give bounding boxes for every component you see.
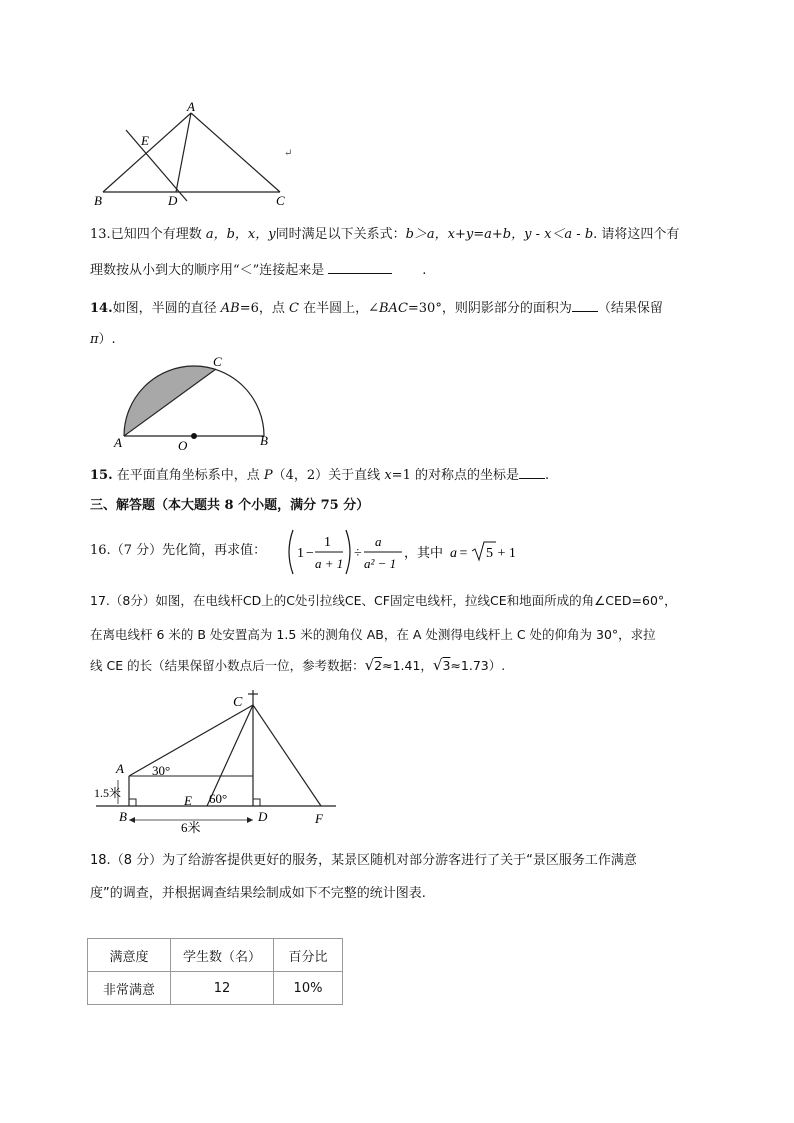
q18-line2 bbox=[90, 885, 426, 903]
q14-text3: 在半圆上，∠ bbox=[298, 301, 379, 316]
formula-equals: = bbox=[456, 546, 471, 561]
angle-30: 30° bbox=[152, 763, 171, 778]
label-c: C bbox=[276, 193, 285, 208]
sight-line-ac bbox=[129, 705, 253, 776]
side-ac bbox=[191, 113, 280, 192]
right-angle-d bbox=[253, 799, 260, 806]
right-paren bbox=[346, 530, 350, 574]
q13-period: . bbox=[422, 263, 427, 278]
q14-line1 bbox=[90, 299, 663, 318]
q17-text1: （8分）如图，在电线杆CD上的C处引拉线CE、CF固定电线杆，拉线CE和地面所成的角∠CED=60°， bbox=[109, 593, 677, 608]
label-b: B bbox=[94, 193, 102, 208]
height-label: 1.5米 bbox=[94, 786, 122, 800]
q14-line2 bbox=[90, 331, 116, 349]
fraction-numerator: 1 bbox=[324, 535, 331, 550]
semicircle-figure bbox=[108, 356, 278, 456]
answer-blank[interactable] bbox=[519, 466, 545, 479]
q13-question: 理数按从小到大的顺序用“＜”连接起来是 bbox=[90, 263, 325, 278]
sqrt-icon: √ bbox=[432, 656, 443, 674]
triangle-figure bbox=[90, 98, 310, 210]
q18-text2: 度”的调查，并根据调查结果绘制成如下不完整的统计图表. bbox=[90, 886, 426, 901]
answer-blank[interactable] bbox=[572, 299, 598, 312]
q14-text2: =6，点 bbox=[239, 301, 290, 316]
q15-period: . bbox=[544, 468, 550, 483]
label-b: B bbox=[119, 809, 127, 824]
q14-text6: ）. bbox=[98, 332, 116, 347]
distance-label: 6米 bbox=[181, 820, 201, 835]
q14-pi: π bbox=[90, 332, 99, 347]
q17-text5: ≈1.73）. bbox=[450, 658, 506, 673]
label-c: C bbox=[233, 695, 243, 710]
q18-number: 18. bbox=[90, 853, 111, 868]
q14-text: 如图，半圆的直径 bbox=[112, 301, 221, 316]
perpendicular-bisector-line bbox=[126, 130, 187, 201]
center-point-o bbox=[191, 433, 197, 439]
q17-text2: 在离电线杆 6 米的 B 处安置高为 1.5 米的测角仪 AB，在 A 处测得电线杆上 C 处的仰角为 30°，求拉 bbox=[90, 627, 656, 642]
q13-line1 bbox=[90, 226, 679, 244]
q13-text2: 同时满足以下关系式： bbox=[275, 227, 406, 242]
label-a: A bbox=[114, 435, 122, 450]
header-cell: 满意度 bbox=[88, 939, 171, 972]
angle-60: 60° bbox=[209, 791, 228, 806]
label-c: C bbox=[213, 356, 222, 369]
q13-line2 bbox=[90, 261, 426, 280]
header-cell: 学生数（名） bbox=[171, 939, 274, 972]
q18-text1: （8 分）为了给游客提供更好的服务，某景区随机对部分游客进行了关于“景区服务工作满意 bbox=[110, 853, 637, 868]
label-d: D bbox=[258, 809, 268, 824]
q15-text: 在平面直角坐标系中，点 bbox=[112, 468, 264, 483]
label-b: B bbox=[260, 433, 268, 448]
label-d: D bbox=[168, 193, 178, 208]
formula-plus-one: + 1 bbox=[494, 546, 516, 561]
q13-vars: a，b，x，y bbox=[205, 227, 276, 242]
pole-figure bbox=[92, 686, 342, 836]
table-row bbox=[88, 972, 343, 1005]
fraction2-denominator: a² − 1 bbox=[364, 556, 397, 571]
q15-text2: （4，2）关于直线 bbox=[272, 468, 385, 483]
table-cell: 10% bbox=[274, 972, 343, 1005]
q16-formula bbox=[284, 526, 524, 578]
paragraph-mark-icon: ↵ bbox=[284, 148, 293, 159]
label-e: E bbox=[141, 133, 149, 148]
label-a: A bbox=[116, 761, 124, 776]
header-cell: 百分比 bbox=[274, 939, 343, 972]
q14-number: 14. bbox=[90, 301, 113, 316]
right-angle-b bbox=[129, 799, 136, 806]
q14-text5: （结果保留 bbox=[597, 301, 663, 316]
left-paren bbox=[289, 530, 293, 574]
q13-text: 已知四个有理数 bbox=[110, 227, 206, 242]
label-e: E bbox=[184, 793, 192, 808]
q17-text3: 线 CE 的长（结果保留小数点后一位，参考数据： bbox=[90, 658, 365, 673]
formula-one: 1 bbox=[297, 546, 304, 561]
q17-radicand-3: 3 bbox=[442, 658, 451, 673]
q14-text4: =30°，则阴影部分的面积为 bbox=[407, 301, 572, 316]
q15-p: P bbox=[263, 468, 273, 483]
q16-lead bbox=[90, 542, 266, 560]
fraction-denominator: a + 1 bbox=[315, 556, 344, 571]
formula-where: ，其中 bbox=[404, 545, 444, 560]
q15-line bbox=[90, 466, 549, 485]
answer-blank[interactable] bbox=[328, 261, 392, 274]
label-f: F bbox=[315, 811, 323, 826]
formula-divide: ÷ bbox=[354, 546, 362, 561]
stats-table bbox=[87, 938, 343, 1005]
q13-number: 13. bbox=[90, 227, 111, 242]
section-heading: 三、解答题（本大题共 8 个小题，满分 75 分） bbox=[90, 498, 370, 513]
q14-bac: BAC bbox=[379, 301, 408, 316]
q15-text3: =1 的对称点的坐标是 bbox=[391, 468, 519, 483]
table-header-row bbox=[88, 939, 343, 972]
q17-radicand-2: 2 bbox=[374, 658, 383, 673]
q17-line3 bbox=[90, 656, 505, 675]
q17-number: 17. bbox=[90, 593, 110, 608]
sqrt-icon: √ bbox=[364, 656, 375, 674]
label-a: A bbox=[187, 99, 195, 114]
q16-number: 16. bbox=[90, 543, 111, 558]
formula-a: a bbox=[450, 546, 457, 561]
q16-points: （7 分） bbox=[110, 543, 163, 558]
q18-line1 bbox=[90, 852, 637, 870]
q16-text: 先化简，再求值： bbox=[162, 543, 267, 558]
q17-line2 bbox=[90, 626, 656, 644]
q15-number: 15. bbox=[90, 468, 113, 483]
q14-ab: AB bbox=[220, 301, 240, 316]
label-o: O bbox=[178, 438, 188, 453]
fraction2-numerator: a bbox=[375, 534, 382, 549]
q17-line1 bbox=[90, 592, 677, 610]
q17-text4: ≈1.41， bbox=[382, 658, 433, 673]
formula-minus: − bbox=[306, 546, 314, 561]
radicand-5: 5 bbox=[486, 546, 493, 561]
q15-x: x bbox=[384, 468, 392, 483]
cable-cf bbox=[253, 705, 321, 806]
table-cell: 非常满意 bbox=[88, 972, 171, 1005]
q13-relations: b＞a，x+y=a+b，y - x＜a - b bbox=[405, 227, 594, 242]
table-cell: 12 bbox=[171, 972, 274, 1005]
q14-c: C bbox=[289, 301, 299, 316]
q13-text3: . 请将这四个有 bbox=[593, 227, 680, 242]
